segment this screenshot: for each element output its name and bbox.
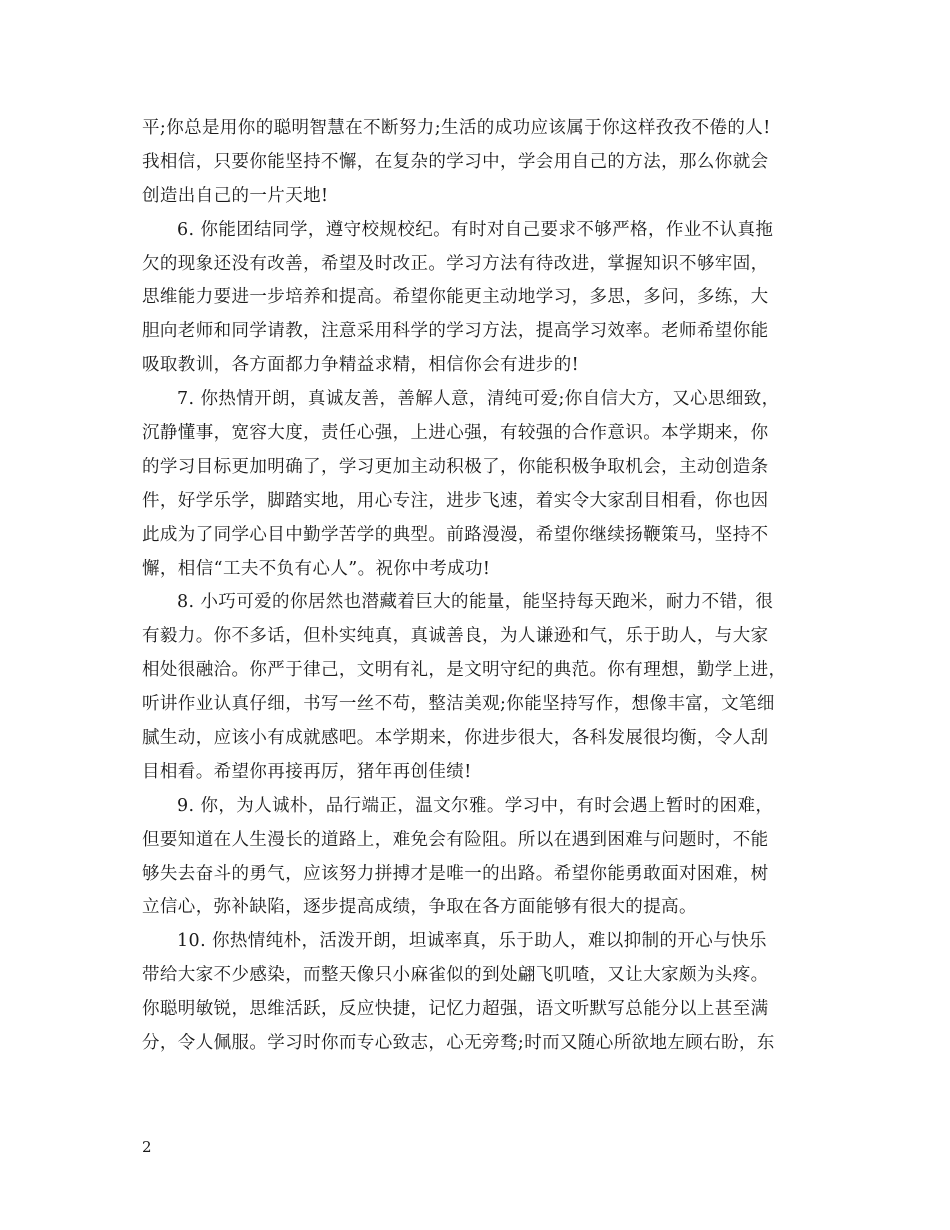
paragraph: [142, 586, 822, 789]
text-line: 沉静懂事，宽容大度，责任心强，上进心强，有较强的合作意识。本学期来，你: [142, 423, 769, 444]
text-line: 有毅力。你不多话，但朴实纯真，真诚善良，为人谦逊和气，乐于助人，与大家: [142, 626, 769, 647]
text-line: 此成为了同学心目中勤学苦学的典型。前路漫漫，希望你继续扬鞭策马，坚持不: [142, 524, 769, 545]
text-line: 吸取教训，各方面都力争精益求精，相信你会有进步的!: [142, 355, 580, 376]
text-line: 的学习目标更加明确了，学习更加主动积极了，你能积极争取机会，主动创造条: [142, 456, 769, 477]
text-line: 平;你总是用你的聪明智慧在不断努力;生活的成功应该属于你这样孜孜不倦的人!: [142, 118, 771, 138]
text-line: 带给大家不少感染，而整天像只小麻雀似的到处翩飞叽喳，又让大家颇为头疼。: [142, 965, 769, 986]
text-line: 胆向老师和同学请教，注意采用科学的学习方法，提高学习效率。老师希望你能: [142, 321, 769, 342]
text-line: 够失去奋斗的勇气，应该努力拼搏才是唯一的出路。希望你能勇敢面对困难，树: [142, 863, 769, 884]
text-line: 6. 你能团结同学，遵守校规校纪。有时对自己要求不够严格，作业不认真拖: [177, 219, 774, 240]
text-line: 腻生动，应该小有成就感吧。本学期来，你进步很大，各科发展很均衡，令人刮: [142, 728, 769, 749]
text-line: 思维能力要进一步培养和提高。希望你能更主动地学习，多思，多问，多练，大: [142, 287, 769, 308]
paragraph: [142, 383, 822, 586]
paragraph: [142, 214, 822, 383]
text-line: 分，令人佩服。学习时你而专心致志，心无旁骛;时而又随心所欲地左顾右盼，东: [142, 1033, 775, 1054]
text-line: 你聪明敏锐，思维活跃，反应快捷，记忆力超强，语文听默写总能分以上甚至满: [142, 999, 769, 1020]
text-line: 件，好学乐学，脚踏实地，用心专注，进步飞速，着实令大家刮目相看，你也因: [142, 490, 769, 511]
paragraph: [142, 925, 822, 1061]
paragraph: [142, 790, 822, 926]
text-line: 欠的现象还没有改善，希望及时改正。学习方法有待改进，掌握知识不够牢固，: [142, 253, 769, 274]
text-line: 相处很融洽。你严于律己，文明有礼，是文明守纪的典范。你有理想，勤学上进，: [142, 660, 787, 681]
text-line: 10. 你热情纯朴，活泼开朗，坦诚率真，乐于助人，难以抑制的开心与快乐: [177, 931, 767, 952]
page-number: 2: [142, 1138, 152, 1156]
text-line: 我相信，只要你能坚持不懈，在复杂的学习中，学会用自己的方法，那么你就会: [142, 151, 769, 172]
text-line: 目相看。希望你再接再厉，猪年再创佳绩!: [142, 761, 472, 782]
text-line: 8. 小巧可爱的你居然也潜藏着巨大的能量，能坚持每天跑米，耐力不错，很: [177, 592, 774, 613]
text-line: 听讲作业认真仔细，书写一丝不苟，整洁美观;你能坚持写作，想像丰富，文笔细: [142, 694, 775, 715]
text-line: 创造出自己的一片天地!: [142, 185, 329, 206]
paragraph: [142, 112, 822, 214]
text-line: 9. 你，为人诚朴，品行端正，温文尔雅。学习中，有时会遇上暂时的困难，: [177, 795, 774, 816]
text-line: 但要知道在人生漫长的道路上，难免会有险阻。所以在遇到困难与问题时，不能: [142, 829, 769, 850]
text-line: 懈，相信“工夫不负有心人”。祝你中考成功!: [142, 558, 491, 579]
document-body: [142, 112, 822, 1061]
text-line: 7. 你热情开朗，真诚友善，善解人意，清纯可爱;你自信大方，又心思细致，: [177, 389, 780, 410]
text-line: 立信心，弥补缺陷，逐步提高成绩，争取在各方面能够有很大的提高。: [142, 897, 697, 918]
